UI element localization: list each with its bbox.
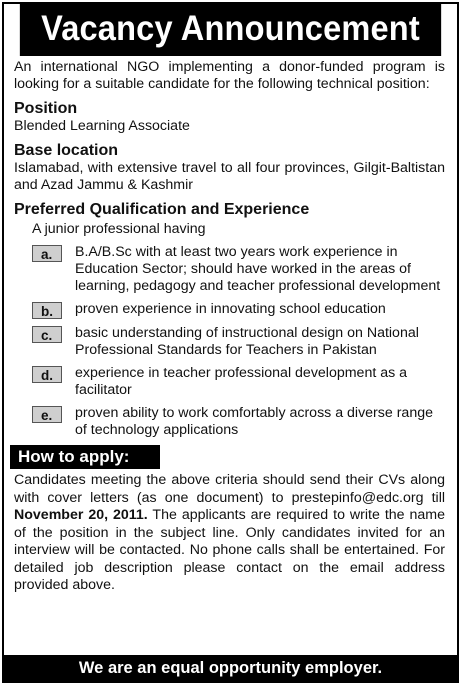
intro-line-1: An international NGO implementing a donor-funded program is [14, 59, 445, 75]
item-text: proven ability to work comfortably across a diverse range of technology applications [75, 405, 433, 438]
list-item [32, 405, 445, 439]
base-location-value: Islamabad, with extensive travel to all four provinces, Gilgit-Baltistan and Azad Jammu & Kashmir [14, 160, 445, 193]
list-item [32, 244, 445, 295]
item-text: basic understanding of instructional design on National Professional Standards for Teachers in Pakistan [75, 325, 419, 358]
list-item [32, 325, 445, 359]
apply-text-after: The applicants are required to write the name of the position in the subject line. Only candidates invited for an interview will be contacted. No phone calls shall be entertained. For detailed job description please contact on the email address provided above. [14, 507, 445, 593]
item-marker: e. [32, 406, 62, 423]
base-location-heading: Base location [14, 142, 119, 159]
ad-content [4, 56, 457, 439]
qualification-subheading: A junior professional having [32, 221, 206, 237]
vacancy-ad [2, 2, 459, 683]
position-heading: Position [14, 100, 78, 117]
list-item [32, 365, 445, 399]
item-marker: d. [32, 366, 62, 383]
how-to-apply-text [4, 469, 457, 595]
position-value: Blended Learning Associate [14, 118, 190, 134]
intro-line-2: looking for a suitable candidate for the following technical position: [14, 76, 430, 92]
item-text: experience in teacher professional development as a facilitator [75, 365, 408, 398]
item-marker: b. [32, 302, 62, 319]
qualification-list [14, 244, 445, 439]
item-marker: a. [32, 245, 62, 262]
apply-deadline: November 20, 2011. [14, 507, 148, 523]
page-title: Vacancy Announcement [20, 4, 441, 56]
list-item [32, 301, 445, 319]
footer-banner: We are an equal opportunity employer. [4, 655, 457, 681]
item-text: proven experience in innovating school education [75, 301, 386, 317]
item-marker: c. [32, 326, 62, 343]
apply-text-before: Candidates meeting the above criteria should send their CVs along with cover letters (as one document) to prestepinfo@edc.org till [14, 472, 445, 506]
item-text: B.A/B.Sc with at least two years work experience in Education Sector; should have worked in the areas of learning, pedagogy and teacher professional development [75, 244, 441, 294]
how-to-apply-heading: How to apply: [10, 445, 160, 469]
qualification-heading: Preferred Qualification and Experience [14, 201, 310, 218]
intro-paragraph [14, 59, 445, 93]
